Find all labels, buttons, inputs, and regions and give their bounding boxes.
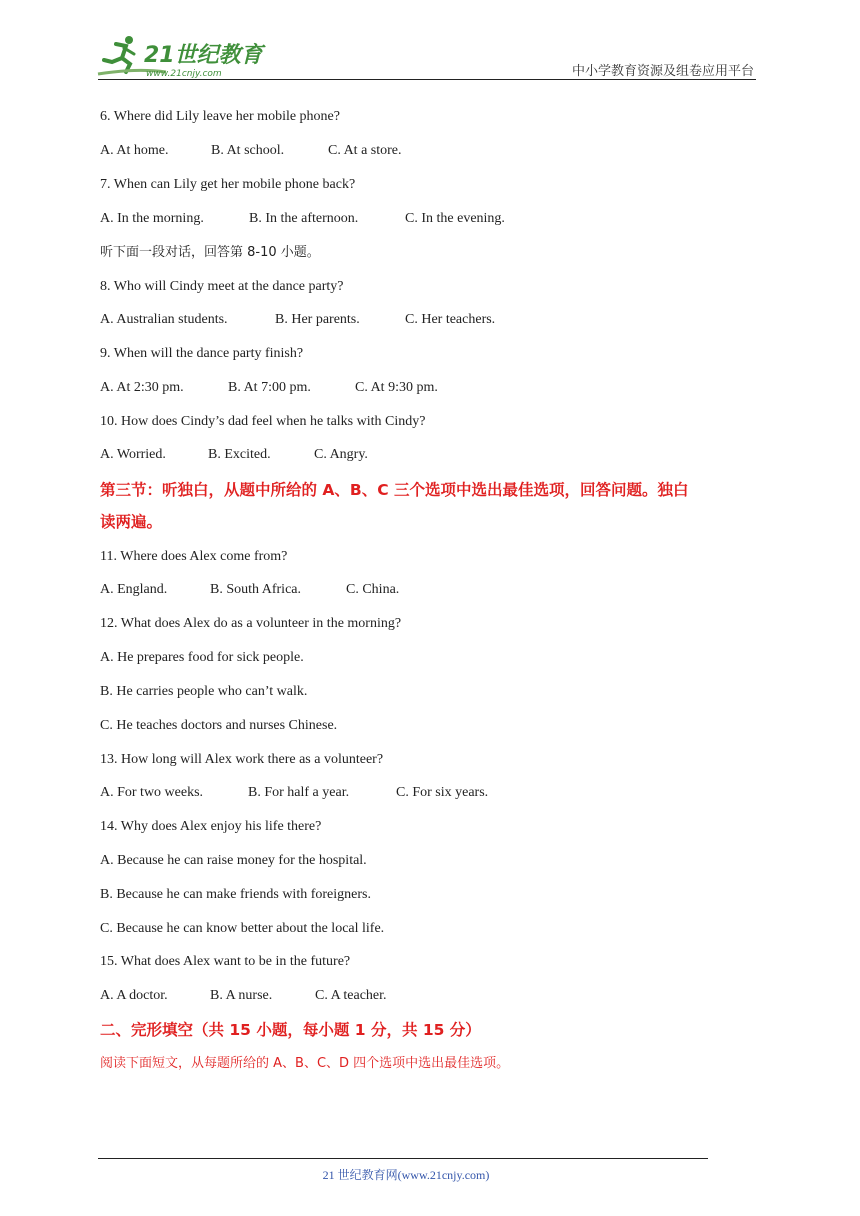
answer-option: A. At home. xyxy=(100,143,169,158)
answer-option: B. In the afternoon. xyxy=(249,211,359,226)
section-instruction: 阅读下面短文，从每题所给的 A、B、C、D 四个选项中选出最佳选项。 xyxy=(100,1056,510,1071)
answer-option: C. China. xyxy=(346,582,400,597)
answer-option: B. South Africa. xyxy=(210,582,301,597)
answer-option: C. For six years. xyxy=(396,785,489,800)
answer-option: A. A doctor. xyxy=(100,988,168,1003)
answer-option: C. Angry. xyxy=(314,447,368,462)
header-divider xyxy=(98,79,756,80)
question-text: 7. When can Lily get her mobile phone back? xyxy=(100,177,356,192)
answer-option: A. For two weeks. xyxy=(100,785,204,800)
answer-option: B. At 7:00 pm. xyxy=(228,380,311,395)
answer-option: C. In the evening. xyxy=(405,211,505,226)
platform-label: 中小学教育资源及组卷应用平台 xyxy=(571,64,754,79)
question-text: 10. How does Cindy’s dad feel when he talks with Cindy? xyxy=(100,414,426,429)
section-heading: 第三节：听独白，从题中所给的 A、B、C 三个选项中选出最佳选项，回答问题。独白 xyxy=(100,481,689,499)
question-text: A. Because he can raise money for the hospital. xyxy=(100,853,367,868)
footer-text: 21 世纪教育网(www.21cnjy.com) xyxy=(322,1168,490,1182)
site-logo xyxy=(96,32,266,82)
answer-option: A. England. xyxy=(100,582,168,597)
footer-divider xyxy=(98,1158,708,1159)
question-text: 11. Where does Alex come from? xyxy=(100,549,288,564)
answer-option: B. For half a year. xyxy=(248,785,350,800)
question-text: 6. Where did Lily leave her mobile phone? xyxy=(100,109,340,124)
question-text: C. Because he can know better about the local life. xyxy=(100,921,385,936)
answer-option: B. At school. xyxy=(211,143,285,158)
answer-option: C. Her teachers. xyxy=(405,312,496,327)
question-text: 8. Who will Cindy meet at the dance party? xyxy=(100,279,344,294)
answer-option: B. Her parents. xyxy=(275,312,360,327)
question-text: B. Because he can make friends with foreigners. xyxy=(100,887,371,902)
answer-option: B. Excited. xyxy=(208,447,271,462)
answer-option: C. At 9:30 pm. xyxy=(355,380,438,395)
answer-option: A. At 2:30 pm. xyxy=(100,380,184,395)
question-text: 14. Why does Alex enjoy his life there? xyxy=(100,819,322,834)
listening-instruction: 听下面一段对话，回答第 8-10 小题。 xyxy=(100,245,320,260)
question-text: 12. What does Alex do as a volunteer in the morning? xyxy=(100,616,402,631)
question-text: B. He carries people who can’t walk. xyxy=(100,684,308,699)
answer-option: B. A nurse. xyxy=(210,988,273,1003)
answer-option: A. In the morning. xyxy=(100,211,204,226)
section-heading: 读两遍。 xyxy=(100,513,163,531)
question-text: 13. How long will Alex work there as a volunteer? xyxy=(100,752,384,767)
answer-option: C. At a store. xyxy=(328,143,402,158)
question-text: A. He prepares food for sick people. xyxy=(100,650,304,665)
question-text: 15. What does Alex want to be in the future? xyxy=(100,954,351,969)
svg-text:www.21cnjy.com: www.21cnjy.com xyxy=(146,69,222,79)
svg-text:21世纪教育: 21世纪教育 xyxy=(144,43,263,68)
section-heading: 二、完形填空（共 15 小题，每小题 1 分，共 15 分） xyxy=(100,1021,481,1039)
question-text: C. He teaches doctors and nurses Chinese. xyxy=(100,718,338,733)
answer-option: A. Australian students. xyxy=(100,312,228,327)
footer xyxy=(0,1166,860,1183)
question-text: 9. When will the dance party finish? xyxy=(100,346,304,361)
answer-option: A. Worried. xyxy=(100,447,166,462)
answer-option: C. A teacher. xyxy=(315,988,387,1003)
